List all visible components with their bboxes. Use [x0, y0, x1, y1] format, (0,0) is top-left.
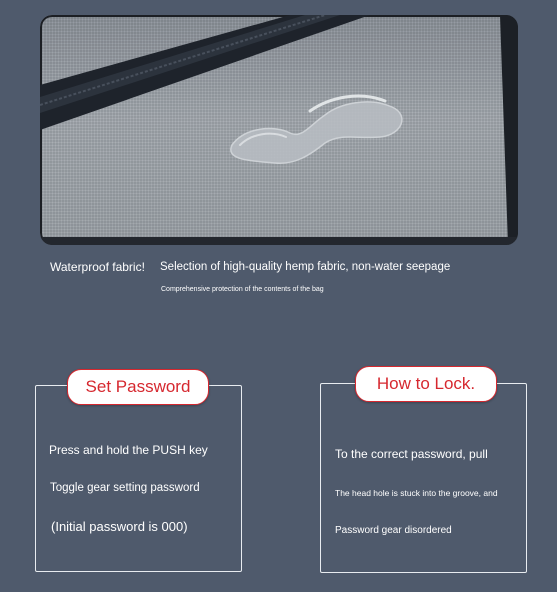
set-password-panel: [35, 385, 242, 572]
feature-label: Waterproof fabric!: [50, 260, 145, 274]
waterproof-fabric-photo: [40, 15, 518, 245]
feature-description: Selection of high-quality hemp fabric, non-water seepage: [160, 261, 451, 273]
water-droplet: [231, 96, 402, 163]
set-password-step: (Initial password is 000): [51, 519, 188, 534]
how-to-lock-panel: [320, 383, 527, 573]
set-password-step: Press and hold the PUSH key: [49, 443, 208, 457]
feature-subtext: Comprehensive protection of the contents of the bag: [161, 286, 324, 293]
set-password-step: Toggle gear setting password: [50, 482, 200, 494]
bag-edge: [500, 15, 518, 245]
zipper-band: [40, 15, 370, 130]
fabric-illustration: [40, 15, 518, 245]
set-password-title: Set Password: [67, 369, 209, 405]
how-to-lock-step: Password gear disordered: [335, 525, 452, 536]
how-to-lock-title: How to Lock.: [355, 366, 497, 402]
how-to-lock-step: To the correct password, pull: [335, 447, 488, 461]
how-to-lock-step: The head hole is stuck into the groove, and: [335, 488, 498, 498]
bag-bottom-edge: [40, 237, 518, 245]
